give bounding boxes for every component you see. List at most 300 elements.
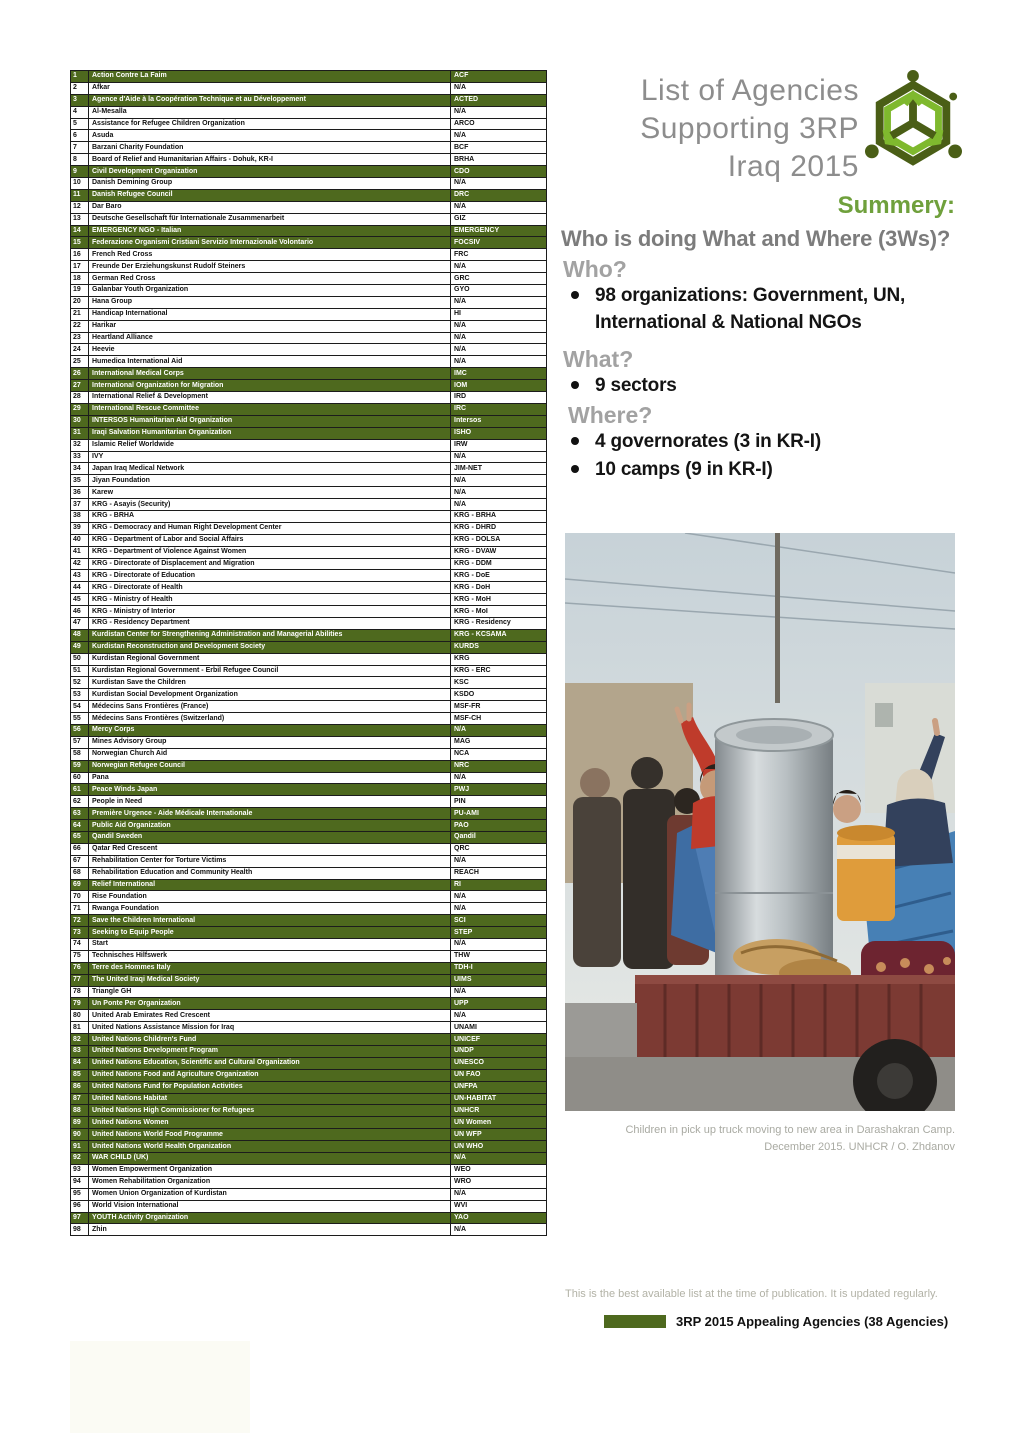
- agency-acronym-cell: N/A: [451, 356, 547, 368]
- row-number-cell: 41: [71, 547, 89, 559]
- table-row: [71, 618, 547, 630]
- agency-name-cell: Galanbar Youth Organization: [89, 285, 451, 297]
- agency-name-cell: KRG - Democracy and Human Right Development Center: [89, 523, 451, 535]
- row-number-cell: 88: [71, 1105, 89, 1117]
- row-number-cell: 34: [71, 463, 89, 475]
- agency-name-cell: Seeking to Equip People: [89, 927, 451, 939]
- table-row: [71, 594, 547, 606]
- table-row: [71, 119, 547, 131]
- table-row: [71, 844, 547, 856]
- agency-acronym-cell: N/A: [451, 891, 547, 903]
- agency-acronym-cell: UN WFP: [451, 1129, 547, 1141]
- row-number-cell: 48: [71, 630, 89, 642]
- table-row: [71, 1153, 547, 1165]
- table-row: [71, 511, 547, 523]
- row-number-cell: 57: [71, 737, 89, 749]
- agency-name-cell: Public Aid Organization: [89, 820, 451, 832]
- row-number-cell: 89: [71, 1117, 89, 1129]
- table-row: [71, 773, 547, 785]
- table-row: [71, 582, 547, 594]
- agency-acronym-cell: FRC: [451, 249, 547, 261]
- agency-acronym-cell: KRG - DVAW: [451, 547, 547, 559]
- table-row: [71, 463, 547, 475]
- agency-acronym-cell: PAO: [451, 820, 547, 832]
- table-row: [71, 856, 547, 868]
- photo-caption-line1: Children in pick up truck moving to new area in Darashakran Camp.: [625, 1124, 955, 1136]
- agency-name-cell: International Rescue Committee: [89, 404, 451, 416]
- row-number-cell: 39: [71, 523, 89, 535]
- agency-name-cell: Handicap International: [89, 309, 451, 321]
- row-number-cell: 61: [71, 784, 89, 796]
- agency-name-cell: IVY: [89, 452, 451, 464]
- photo-caption-line2: December 2015. UNHCR / O. Zhdanov: [764, 1141, 955, 1153]
- row-number-cell: 78: [71, 987, 89, 999]
- row-number-cell: 12: [71, 202, 89, 214]
- logo-3w-icon: [864, 68, 962, 176]
- agency-name-cell: INTERSOS Humanitarian Aid Organization: [89, 416, 451, 428]
- agency-acronym-cell: ISHO: [451, 428, 547, 440]
- table-row: [71, 1094, 547, 1106]
- agency-name-cell: Jiyan Foundation: [89, 475, 451, 487]
- table-row: [71, 761, 547, 773]
- row-number-cell: 71: [71, 903, 89, 915]
- agency-name-cell: KRG - Ministry of Interior: [89, 606, 451, 618]
- legend-swatch-appealing: [604, 1315, 666, 1328]
- agency-name-cell: Un Ponte Per Organization: [89, 998, 451, 1010]
- page-title: [563, 72, 859, 186]
- agency-acronym-cell: MSF-CH: [451, 713, 547, 725]
- row-number-cell: 96: [71, 1201, 89, 1213]
- table-row: [71, 273, 547, 285]
- agency-name-cell: International Medical Corps: [89, 368, 451, 380]
- agency-acronym-cell: SCI: [451, 915, 547, 927]
- agency-name-cell: People in Need: [89, 796, 451, 808]
- row-number-cell: 47: [71, 618, 89, 630]
- table-row: [71, 570, 547, 582]
- agency-name-cell: Triangle GH: [89, 987, 451, 999]
- agency-name-cell: Islamic Relief Worldwide: [89, 440, 451, 452]
- row-number-cell: 3: [71, 95, 89, 107]
- table-row: [71, 1046, 547, 1058]
- row-number-cell: 97: [71, 1213, 89, 1225]
- agency-name-cell: Première Urgence - Aide Médicale Internationale: [89, 808, 451, 820]
- agency-name-cell: Norwegian Church Aid: [89, 749, 451, 761]
- table-row: [71, 915, 547, 927]
- row-number-cell: 8: [71, 154, 89, 166]
- table-row: [71, 975, 547, 987]
- row-number-cell: 25: [71, 356, 89, 368]
- agency-name-cell: KRG - Asayis (Security): [89, 499, 451, 511]
- agency-name-cell: Médecins Sans Frontières (Switzerland): [89, 713, 451, 725]
- table-row: [71, 1034, 547, 1046]
- table-row: [71, 1224, 547, 1236]
- agency-acronym-cell: Intersos: [451, 416, 547, 428]
- row-number-cell: 30: [71, 416, 89, 428]
- agency-acronym-cell: N/A: [451, 1153, 547, 1165]
- agency-name-cell: United Nations World Food Programme: [89, 1129, 451, 1141]
- agency-acronym-cell: Qandil: [451, 832, 547, 844]
- bullet-camps-text: 10 camps (9 in KR-I): [595, 459, 773, 480]
- table-row: [71, 1129, 547, 1141]
- agency-acronym-cell: CDO: [451, 166, 547, 178]
- row-number-cell: 43: [71, 570, 89, 582]
- agency-acronym-cell: N/A: [451, 475, 547, 487]
- agency-acronym-cell: UPP: [451, 998, 547, 1010]
- table-row: [71, 452, 547, 464]
- agency-acronym-cell: UNAMI: [451, 1022, 547, 1034]
- row-number-cell: 26: [71, 368, 89, 380]
- agency-acronym-cell: N/A: [451, 939, 547, 951]
- agency-name-cell: United Nations Children's Fund: [89, 1034, 451, 1046]
- agency-acronym-cell: KURDS: [451, 642, 547, 654]
- agency-acronym-cell: PIN: [451, 796, 547, 808]
- agency-acronym-cell: UN WHO: [451, 1141, 547, 1153]
- table-row: [71, 689, 547, 701]
- agency-acronym-cell: ACTED: [451, 95, 547, 107]
- agency-name-cell: Agence d'Aide à la Coopération Technique et au Développement: [89, 95, 451, 107]
- agency-acronym-cell: NRC: [451, 761, 547, 773]
- table-row: [71, 368, 547, 380]
- agency-acronym-cell: UNESCO: [451, 1058, 547, 1070]
- row-number-cell: 6: [71, 130, 89, 142]
- section-heading-who: Who?: [563, 256, 627, 282]
- agency-name-cell: Dar Baro: [89, 202, 451, 214]
- row-number-cell: 65: [71, 832, 89, 844]
- agency-acronym-cell: KRG - DoH: [451, 582, 547, 594]
- row-number-cell: 67: [71, 856, 89, 868]
- agency-acronym-cell: UNHCR: [451, 1105, 547, 1117]
- agency-name-cell: Terre des Hommes Italy: [89, 963, 451, 975]
- table-row: [71, 523, 547, 535]
- agency-acronym-cell: N/A: [451, 903, 547, 915]
- legend-appealing-agencies: [604, 1314, 948, 1329]
- row-number-cell: 32: [71, 440, 89, 452]
- row-number-cell: 98: [71, 1224, 89, 1236]
- agency-acronym-cell: KRG - Residency: [451, 618, 547, 630]
- table-row: [71, 404, 547, 416]
- agency-acronym-cell: PU-AMI: [451, 808, 547, 820]
- row-number-cell: 86: [71, 1082, 89, 1094]
- row-number-cell: 11: [71, 190, 89, 202]
- agency-acronym-cell: N/A: [451, 499, 547, 511]
- agency-acronym-cell: N/A: [451, 1189, 547, 1201]
- agency-name-cell: Kurdistan Reconstruction and Development Society: [89, 642, 451, 654]
- row-number-cell: 62: [71, 796, 89, 808]
- row-number-cell: 18: [71, 273, 89, 285]
- agency-acronym-cell: N/A: [451, 333, 547, 345]
- table-row: [71, 654, 547, 666]
- agency-name-cell: German Red Cross: [89, 273, 451, 285]
- agency-name-cell: EMERGENCY NGO - Italian: [89, 226, 451, 238]
- agency-name-cell: United Nations Fund for Population Activities: [89, 1082, 451, 1094]
- summary-question: Who is doing What and Where (3Ws)?: [561, 226, 951, 251]
- bullet-camps: [563, 456, 947, 483]
- agency-name-cell: Rwanga Foundation: [89, 903, 451, 915]
- agency-name-cell: Qatar Red Crescent: [89, 844, 451, 856]
- agency-name-cell: United Nations Women: [89, 1117, 451, 1129]
- table-row: [71, 475, 547, 487]
- row-number-cell: 92: [71, 1153, 89, 1165]
- row-number-cell: 5: [71, 119, 89, 131]
- agency-name-cell: Pana: [89, 773, 451, 785]
- table-row: [71, 868, 547, 880]
- agency-name-cell: Assistance for Refugee Children Organization: [89, 119, 451, 131]
- agency-acronym-cell: STEP: [451, 927, 547, 939]
- agency-acronym-cell: ACF: [451, 71, 547, 83]
- agency-acronym-cell: N/A: [451, 344, 547, 356]
- agency-acronym-cell: GYO: [451, 285, 547, 297]
- agency-acronym-cell: MSF-FR: [451, 701, 547, 713]
- agency-name-cell: WAR CHILD (UK): [89, 1153, 451, 1165]
- row-number-cell: 66: [71, 844, 89, 856]
- table-row: [71, 190, 547, 202]
- row-number-cell: 79: [71, 998, 89, 1010]
- row-number-cell: 81: [71, 1022, 89, 1034]
- table-row: [71, 487, 547, 499]
- agency-name-cell: French Red Cross: [89, 249, 451, 261]
- row-number-cell: 28: [71, 392, 89, 404]
- agency-name-cell: Asuda: [89, 130, 451, 142]
- table-row: [71, 499, 547, 511]
- agency-name-cell: Kurdistan Center for Strengthening Administration and Managerial Abilities: [89, 630, 451, 642]
- row-number-cell: 54: [71, 701, 89, 713]
- agency-acronym-cell: KRG - DHRD: [451, 523, 547, 535]
- table-row: [71, 249, 547, 261]
- table-row: [71, 1177, 547, 1189]
- agency-acronym-cell: THW: [451, 951, 547, 963]
- agency-acronym-cell: RI: [451, 880, 547, 892]
- agency-acronym-cell: N/A: [451, 107, 547, 119]
- agency-acronym-cell: JIM-NET: [451, 463, 547, 475]
- agency-acronym-cell: KRG - DDM: [451, 559, 547, 571]
- table-row: [71, 1070, 547, 1082]
- table-row: [71, 903, 547, 915]
- table-row: [71, 83, 547, 95]
- table-row: [71, 713, 547, 725]
- agency-acronym-cell: KRG - BRHA: [451, 511, 547, 523]
- row-number-cell: 40: [71, 535, 89, 547]
- table-row: [71, 428, 547, 440]
- row-number-cell: 84: [71, 1058, 89, 1070]
- agency-acronym-cell: KRG - MoH: [451, 594, 547, 606]
- agency-acronym-cell: KRG - KCSAMA: [451, 630, 547, 642]
- agency-name-cell: Rise Foundation: [89, 891, 451, 903]
- table-row: [71, 547, 547, 559]
- row-number-cell: 70: [71, 891, 89, 903]
- agency-name-cell: Japan Iraq Medical Network: [89, 463, 451, 475]
- agency-acronym-cell: N/A: [451, 856, 547, 868]
- table-row: [71, 237, 547, 249]
- agency-acronym-cell: REACH: [451, 868, 547, 880]
- table-row: [71, 820, 547, 832]
- agency-name-cell: KRG - Directorate of Education: [89, 570, 451, 582]
- agency-acronym-cell: IRW: [451, 440, 547, 452]
- agency-name-cell: United Nations Food and Agriculture Organization: [89, 1070, 451, 1082]
- agency-name-cell: United Nations Education, Scientific and Cultural Organization: [89, 1058, 451, 1070]
- agency-acronym-cell: KRG - DoE: [451, 570, 547, 582]
- agency-acronym-cell: YAO: [451, 1213, 547, 1225]
- table-row: [71, 344, 547, 356]
- row-number-cell: 59: [71, 761, 89, 773]
- photo-caption: [565, 1122, 955, 1156]
- agency-acronym-cell: UNICEF: [451, 1034, 547, 1046]
- agency-acronym-cell: IRC: [451, 404, 547, 416]
- table-row: [71, 832, 547, 844]
- agency-name-cell: Deutsche Gesellschaft für Internationale Zusammenarbeit: [89, 214, 451, 226]
- agency-name-cell: The United Iraqi Medical Society: [89, 975, 451, 987]
- row-number-cell: 93: [71, 1165, 89, 1177]
- agency-acronym-cell: TDH-I: [451, 963, 547, 975]
- table-row: [71, 261, 547, 273]
- table-row: [71, 951, 547, 963]
- row-number-cell: 31: [71, 428, 89, 440]
- agency-name-cell: Danish Demining Group: [89, 178, 451, 190]
- table-row: [71, 642, 547, 654]
- agency-name-cell: United Arab Emirates Red Crescent: [89, 1010, 451, 1022]
- row-number-cell: 21: [71, 309, 89, 321]
- agency-acronym-cell: UN Women: [451, 1117, 547, 1129]
- table-row: [71, 1105, 547, 1117]
- agency-acronym-cell: N/A: [451, 487, 547, 499]
- table-row: [71, 1058, 547, 1070]
- agency-name-cell: Hana Group: [89, 297, 451, 309]
- agency-name-cell: World Vision International: [89, 1201, 451, 1213]
- table-row: [71, 226, 547, 238]
- table-row: [71, 380, 547, 392]
- row-number-cell: 23: [71, 333, 89, 345]
- row-number-cell: 90: [71, 1129, 89, 1141]
- row-number-cell: 2: [71, 83, 89, 95]
- agency-name-cell: Heartland Alliance: [89, 333, 451, 345]
- agency-acronym-cell: KRG: [451, 654, 547, 666]
- bullet-sectors-text: 9 sectors: [595, 375, 677, 396]
- agency-acronym-cell: N/A: [451, 130, 547, 142]
- row-number-cell: 36: [71, 487, 89, 499]
- agency-name-cell: Mines Advisory Group: [89, 737, 451, 749]
- agency-acronym-cell: DRC: [451, 190, 547, 202]
- table-row: [71, 130, 547, 142]
- table-row: [71, 998, 547, 1010]
- table-row: [71, 392, 547, 404]
- table-row: [71, 963, 547, 975]
- table-row: [71, 154, 547, 166]
- row-number-cell: 38: [71, 511, 89, 523]
- table-row: [71, 440, 547, 452]
- row-number-cell: 50: [71, 654, 89, 666]
- agency-name-cell: Kurdistan Save the Children: [89, 677, 451, 689]
- agency-acronym-cell: N/A: [451, 178, 547, 190]
- agency-name-cell: Karew: [89, 487, 451, 499]
- agency-name-cell: KRG - Department of Labor and Social Affairs: [89, 535, 451, 547]
- agency-acronym-cell: WVI: [451, 1201, 547, 1213]
- agency-name-cell: Kurdistan Social Development Organization: [89, 689, 451, 701]
- agency-acronym-cell: KRG - DOLSA: [451, 535, 547, 547]
- page-title-line2: Supporting 3RP: [640, 112, 859, 145]
- table-row: [71, 927, 547, 939]
- agency-acronym-cell: WEO: [451, 1165, 547, 1177]
- row-number-cell: 13: [71, 214, 89, 226]
- row-number-cell: 33: [71, 452, 89, 464]
- table-row: [71, 784, 547, 796]
- row-number-cell: 27: [71, 380, 89, 392]
- row-number-cell: 64: [71, 820, 89, 832]
- agency-name-cell: KRG - Department of Violence Against Women: [89, 547, 451, 559]
- row-number-cell: 7: [71, 142, 89, 154]
- table-row: [71, 297, 547, 309]
- bullet-governorates-text: 4 governorates (3 in KR-I): [595, 431, 822, 452]
- agency-name-cell: International Organization for Migration: [89, 380, 451, 392]
- agency-name-cell: Afkar: [89, 83, 451, 95]
- table-row: [71, 356, 547, 368]
- agency-name-cell: Technisches Hilfswerk: [89, 951, 451, 963]
- row-number-cell: 17: [71, 261, 89, 273]
- agency-acronym-cell: FOCSIV: [451, 237, 547, 249]
- table-row: [71, 333, 547, 345]
- agency-name-cell: International Relief & Development: [89, 392, 451, 404]
- row-number-cell: 22: [71, 321, 89, 333]
- agency-acronym-cell: GIZ: [451, 214, 547, 226]
- row-number-cell: 16: [71, 249, 89, 261]
- table-row: [71, 285, 547, 297]
- agency-acronym-cell: EMERGENCY: [451, 226, 547, 238]
- table-row: [71, 178, 547, 190]
- table-row: [71, 880, 547, 892]
- agency-name-cell: KRG - Residency Department: [89, 618, 451, 630]
- bullet-organizations-text: 98 organizations: Government, UN, International & National NGOs: [595, 285, 906, 333]
- agency-name-cell: Relief International: [89, 880, 451, 892]
- row-number-cell: 20: [71, 297, 89, 309]
- agency-name-cell: Board of Relief and Humanitarian Affairs - Dohuk, KR-I: [89, 154, 451, 166]
- row-number-cell: 91: [71, 1141, 89, 1153]
- agency-name-cell: YOUTH Activity Organization: [89, 1213, 451, 1225]
- section-heading-where: Where?: [568, 402, 653, 428]
- row-number-cell: 1: [71, 71, 89, 83]
- row-number-cell: 58: [71, 749, 89, 761]
- agency-name-cell: KRG - Directorate of Displacement and Migration: [89, 559, 451, 571]
- agency-name-cell: Heevie: [89, 344, 451, 356]
- row-number-cell: 42: [71, 559, 89, 571]
- page-title-line1: List of Agencies: [640, 74, 859, 107]
- agency-name-cell: Humedica International Aid: [89, 356, 451, 368]
- agency-name-cell: Mercy Corps: [89, 725, 451, 737]
- row-number-cell: 72: [71, 915, 89, 927]
- table-row: [71, 71, 547, 83]
- agency-name-cell: Start: [89, 939, 451, 951]
- agency-name-cell: Al-Mesalla: [89, 107, 451, 119]
- agency-acronym-cell: IRD: [451, 392, 547, 404]
- row-number-cell: 77: [71, 975, 89, 987]
- agency-name-cell: Norwegian Refugee Council: [89, 761, 451, 773]
- row-number-cell: 45: [71, 594, 89, 606]
- table-row: [71, 559, 547, 571]
- table-row: [71, 309, 547, 321]
- agency-acronym-cell: QRC: [451, 844, 547, 856]
- bullet-sectors: [563, 372, 947, 399]
- agency-name-cell: Women Rehabilitation Organization: [89, 1177, 451, 1189]
- section-heading-what: What?: [563, 346, 634, 372]
- table-row: [71, 677, 547, 689]
- agency-acronym-cell: ARCO: [451, 119, 547, 131]
- table-row: [71, 1201, 547, 1213]
- row-number-cell: 73: [71, 927, 89, 939]
- agency-acronym-cell: N/A: [451, 987, 547, 999]
- agency-acronym-cell: UNFPA: [451, 1082, 547, 1094]
- agency-acronym-cell: N/A: [451, 202, 547, 214]
- row-number-cell: 35: [71, 475, 89, 487]
- row-number-cell: 10: [71, 178, 89, 190]
- row-number-cell: 55: [71, 713, 89, 725]
- agency-acronym-cell: N/A: [451, 297, 547, 309]
